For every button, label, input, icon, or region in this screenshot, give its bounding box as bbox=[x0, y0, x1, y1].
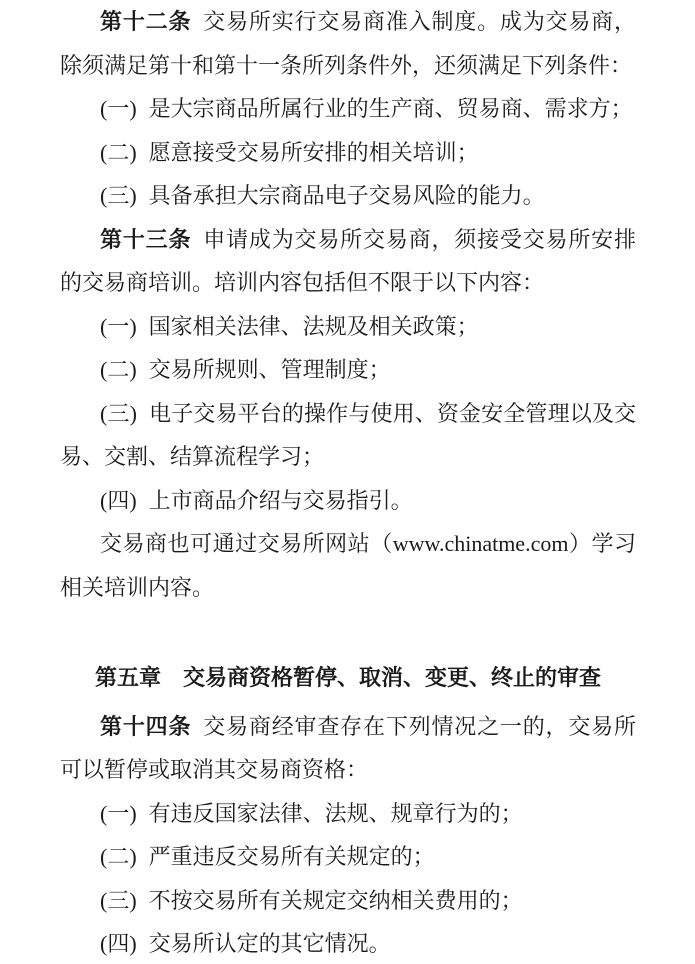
item-marker: (三) bbox=[100, 183, 137, 208]
item-marker: (二) bbox=[100, 139, 137, 165]
item-marker: (一) bbox=[100, 800, 137, 826]
item-text: 有违反国家法律、法规、规章行为的； bbox=[148, 800, 523, 826]
article-13-number: 第十三条 bbox=[100, 226, 192, 252]
article-14-paragraph bbox=[60, 705, 636, 792]
article-12-paragraph bbox=[60, 0, 636, 87]
item-marker: (四) bbox=[100, 487, 137, 513]
item-marker: (一) bbox=[100, 313, 137, 339]
item-text: 交易所规则、管理制度； bbox=[148, 357, 391, 382]
list-item bbox=[60, 479, 636, 523]
item-text: 国家相关法律、法规及相关政策； bbox=[148, 313, 479, 339]
article-12-text: 交易所实行交易商准入制度。成为交易商，除须满足第十和第十一条所列条件外，还须满足下列条件： bbox=[60, 9, 636, 78]
list-item bbox=[60, 835, 636, 879]
body-text: 交易商也可通过交易所网站（www.chinatme.com）学习相关培训内容。 bbox=[60, 531, 636, 600]
item-marker: (二) bbox=[100, 844, 137, 869]
item-text: 严重违反交易所有关规定的； bbox=[148, 844, 435, 869]
body-paragraph-website bbox=[60, 522, 636, 609]
list-item bbox=[60, 87, 636, 131]
list-item bbox=[60, 348, 636, 392]
list-item bbox=[60, 922, 636, 964]
article-12-number: 第十二条 bbox=[100, 9, 192, 34]
chapter-title: 交易商资格暂停、取消、变更、终止的审查 bbox=[183, 665, 602, 690]
item-marker: (三) bbox=[100, 400, 137, 426]
list-item bbox=[60, 174, 636, 218]
list-item bbox=[60, 305, 636, 349]
item-text: 愿意接受交易所安排的相关培训； bbox=[148, 139, 479, 165]
item-text: 是大宗商品所属行业的生产商、贸易商、需求方； bbox=[148, 96, 633, 121]
article-14-number: 第十四条 bbox=[100, 713, 192, 739]
article-13-text: 申请成为交易所交易商，须接受交易所安排的交易商培训。培训内容包括但不限于以下内容： bbox=[60, 226, 636, 295]
item-marker: (三) bbox=[100, 887, 137, 913]
item-marker: (二) bbox=[100, 357, 137, 382]
chapter-heading bbox=[60, 656, 636, 700]
item-text: 具备承担大宗商品电子交易风险的能力。 bbox=[148, 183, 545, 208]
item-marker: (四) bbox=[100, 931, 137, 956]
chapter-number: 第五章 bbox=[94, 665, 161, 690]
item-marker: (一) bbox=[100, 96, 137, 121]
document-content bbox=[60, 0, 636, 964]
article-14-text: 交易商经审查存在下列情况之一的，交易所可以暂停或取消其交易商资格： bbox=[60, 713, 636, 782]
list-item bbox=[60, 392, 636, 479]
article-13-paragraph bbox=[60, 218, 636, 305]
list-item bbox=[60, 792, 636, 836]
list-item bbox=[60, 131, 636, 175]
item-text: 电子交易平台的操作与使用、资金安全管理以及交易、交割、结算流程学习； bbox=[60, 400, 636, 469]
list-item bbox=[60, 879, 636, 923]
item-text: 上市商品介绍与交易指引。 bbox=[148, 487, 413, 513]
item-text: 不按交易所有关规定交纳相关费用的； bbox=[148, 887, 523, 913]
item-text: 交易所认定的其它情况。 bbox=[148, 931, 391, 956]
